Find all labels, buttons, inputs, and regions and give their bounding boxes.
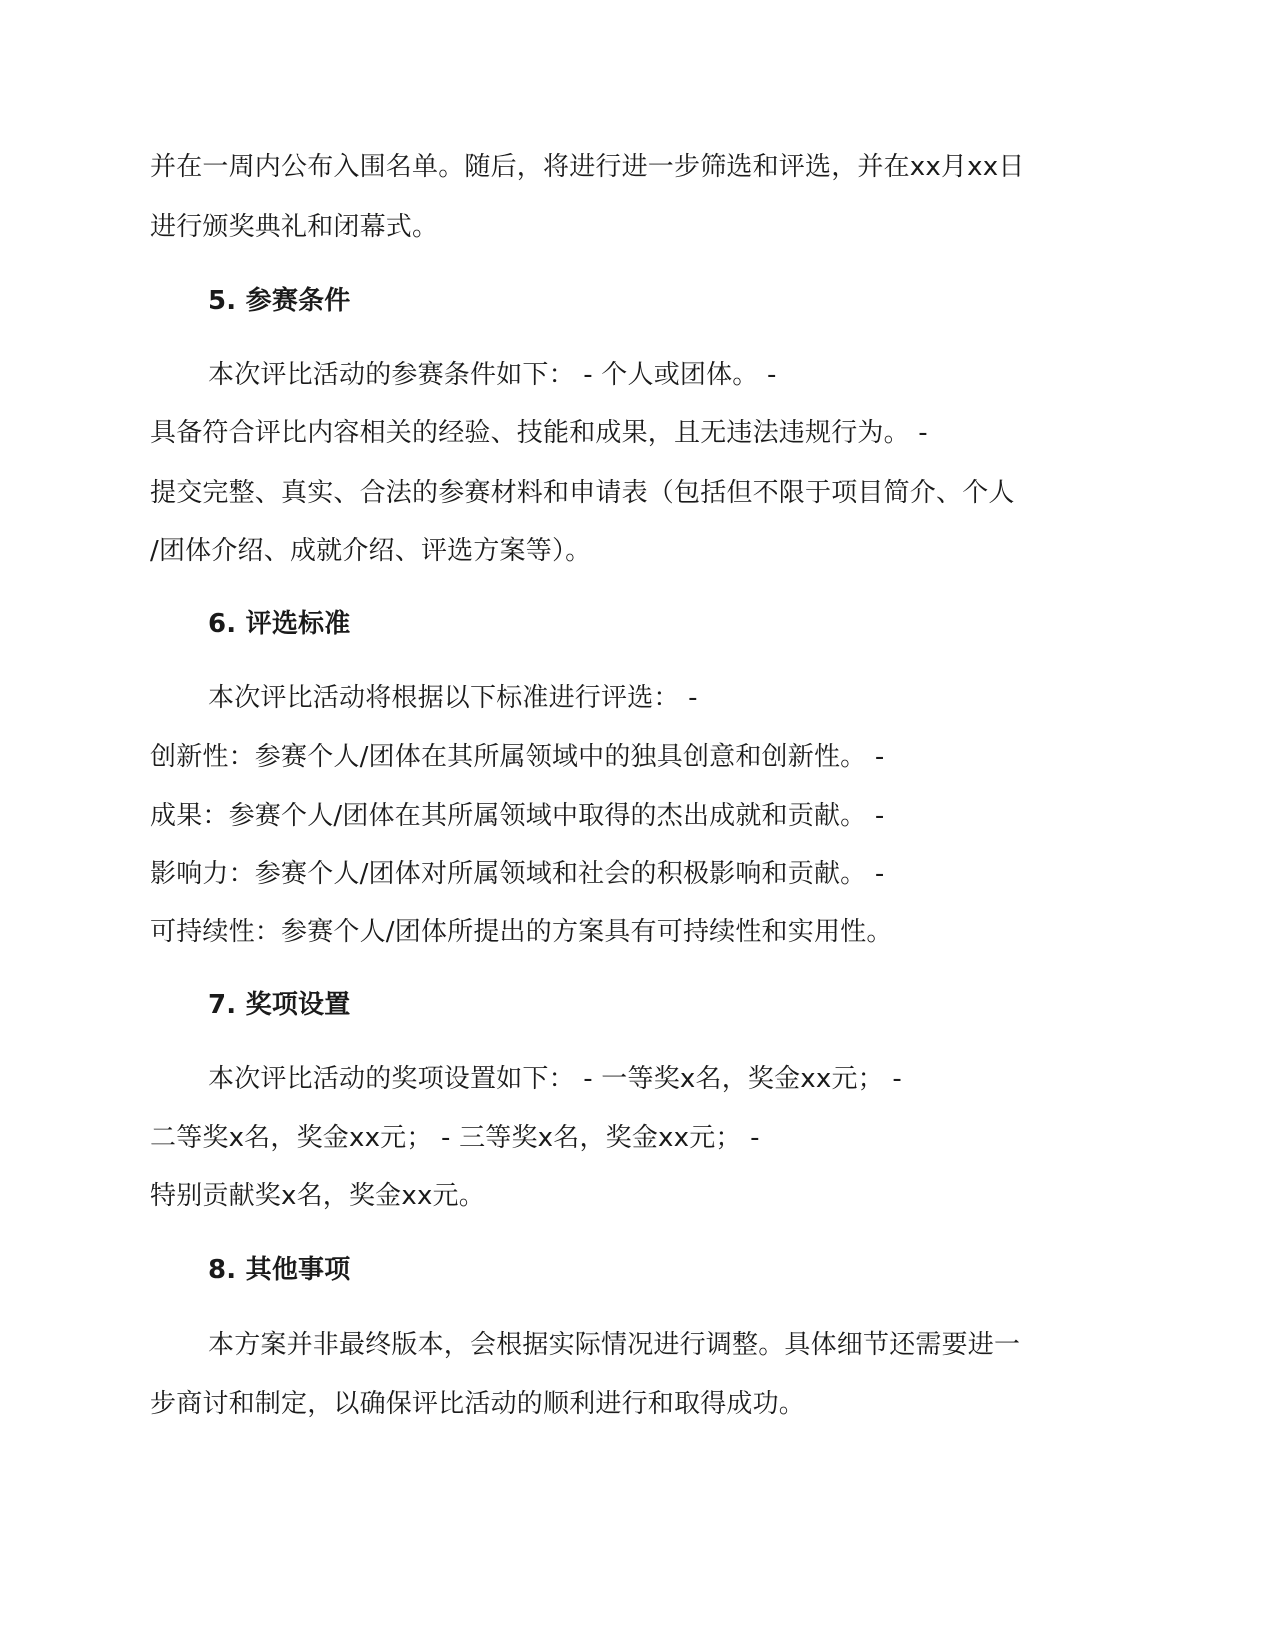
paragraph-line: 本方案并非最终版本，会根据实际情况进行调整。具体细节还需要进一: [208, 1330, 1021, 1360]
paragraph-line: 本次评比活动的参赛条件如下： - 个人或团体。 -: [208, 360, 777, 390]
paragraph-line: 并在一周内公布入围名单。随后，将进行进一步筛选和评选，并在xx月xx日: [150, 152, 1025, 182]
paragraph-line: 进行颁奖典礼和闭幕式。: [150, 212, 439, 242]
paragraph-line: 提交完整、真实、合法的参赛材料和申请表（包括但不限于项目简介、个人: [150, 478, 1015, 508]
section-heading-8: 8. 其他事项: [208, 1255, 351, 1285]
paragraph-line: 步商讨和制定，以确保评比活动的顺利进行和取得成功。: [150, 1389, 806, 1419]
section-heading-6: 6. 评选标准: [208, 609, 351, 639]
paragraph-line: 创新性：参赛个人/团体在其所属领域中的独具创意和创新性。 -: [150, 742, 885, 772]
paragraph-line: 可持续性：参赛个人/团体所提出的方案具有可持续性和实用性。: [150, 917, 893, 947]
paragraph-line: 本次评比活动的奖项设置如下： - 一等奖x名，奖金xx元； -: [208, 1064, 902, 1094]
paragraph-line: 影响力：参赛个人/团体对所属领域和社会的积极影响和贡献。 -: [150, 859, 885, 889]
paragraph-line: /团体介绍、成就介绍、评选方案等）。: [150, 536, 592, 566]
section-heading-7: 7. 奖项设置: [208, 990, 351, 1020]
paragraph-line: 二等奖x名，奖金xx元； - 三等奖x名，奖金xx元； -: [150, 1123, 760, 1153]
paragraph-line: 本次评比活动将根据以下标准进行评选： -: [208, 683, 698, 713]
paragraph-line: 成果：参赛个人/团体在其所属领域中取得的杰出成就和贡献。 -: [150, 801, 885, 831]
section-heading-5: 5. 参赛条件: [208, 286, 351, 316]
paragraph-line: 特别贡献奖x名，奖金xx元。: [150, 1181, 485, 1211]
paragraph-line: 具备符合评比内容相关的经验、技能和成果，且无违法违规行为。 -: [150, 418, 928, 448]
